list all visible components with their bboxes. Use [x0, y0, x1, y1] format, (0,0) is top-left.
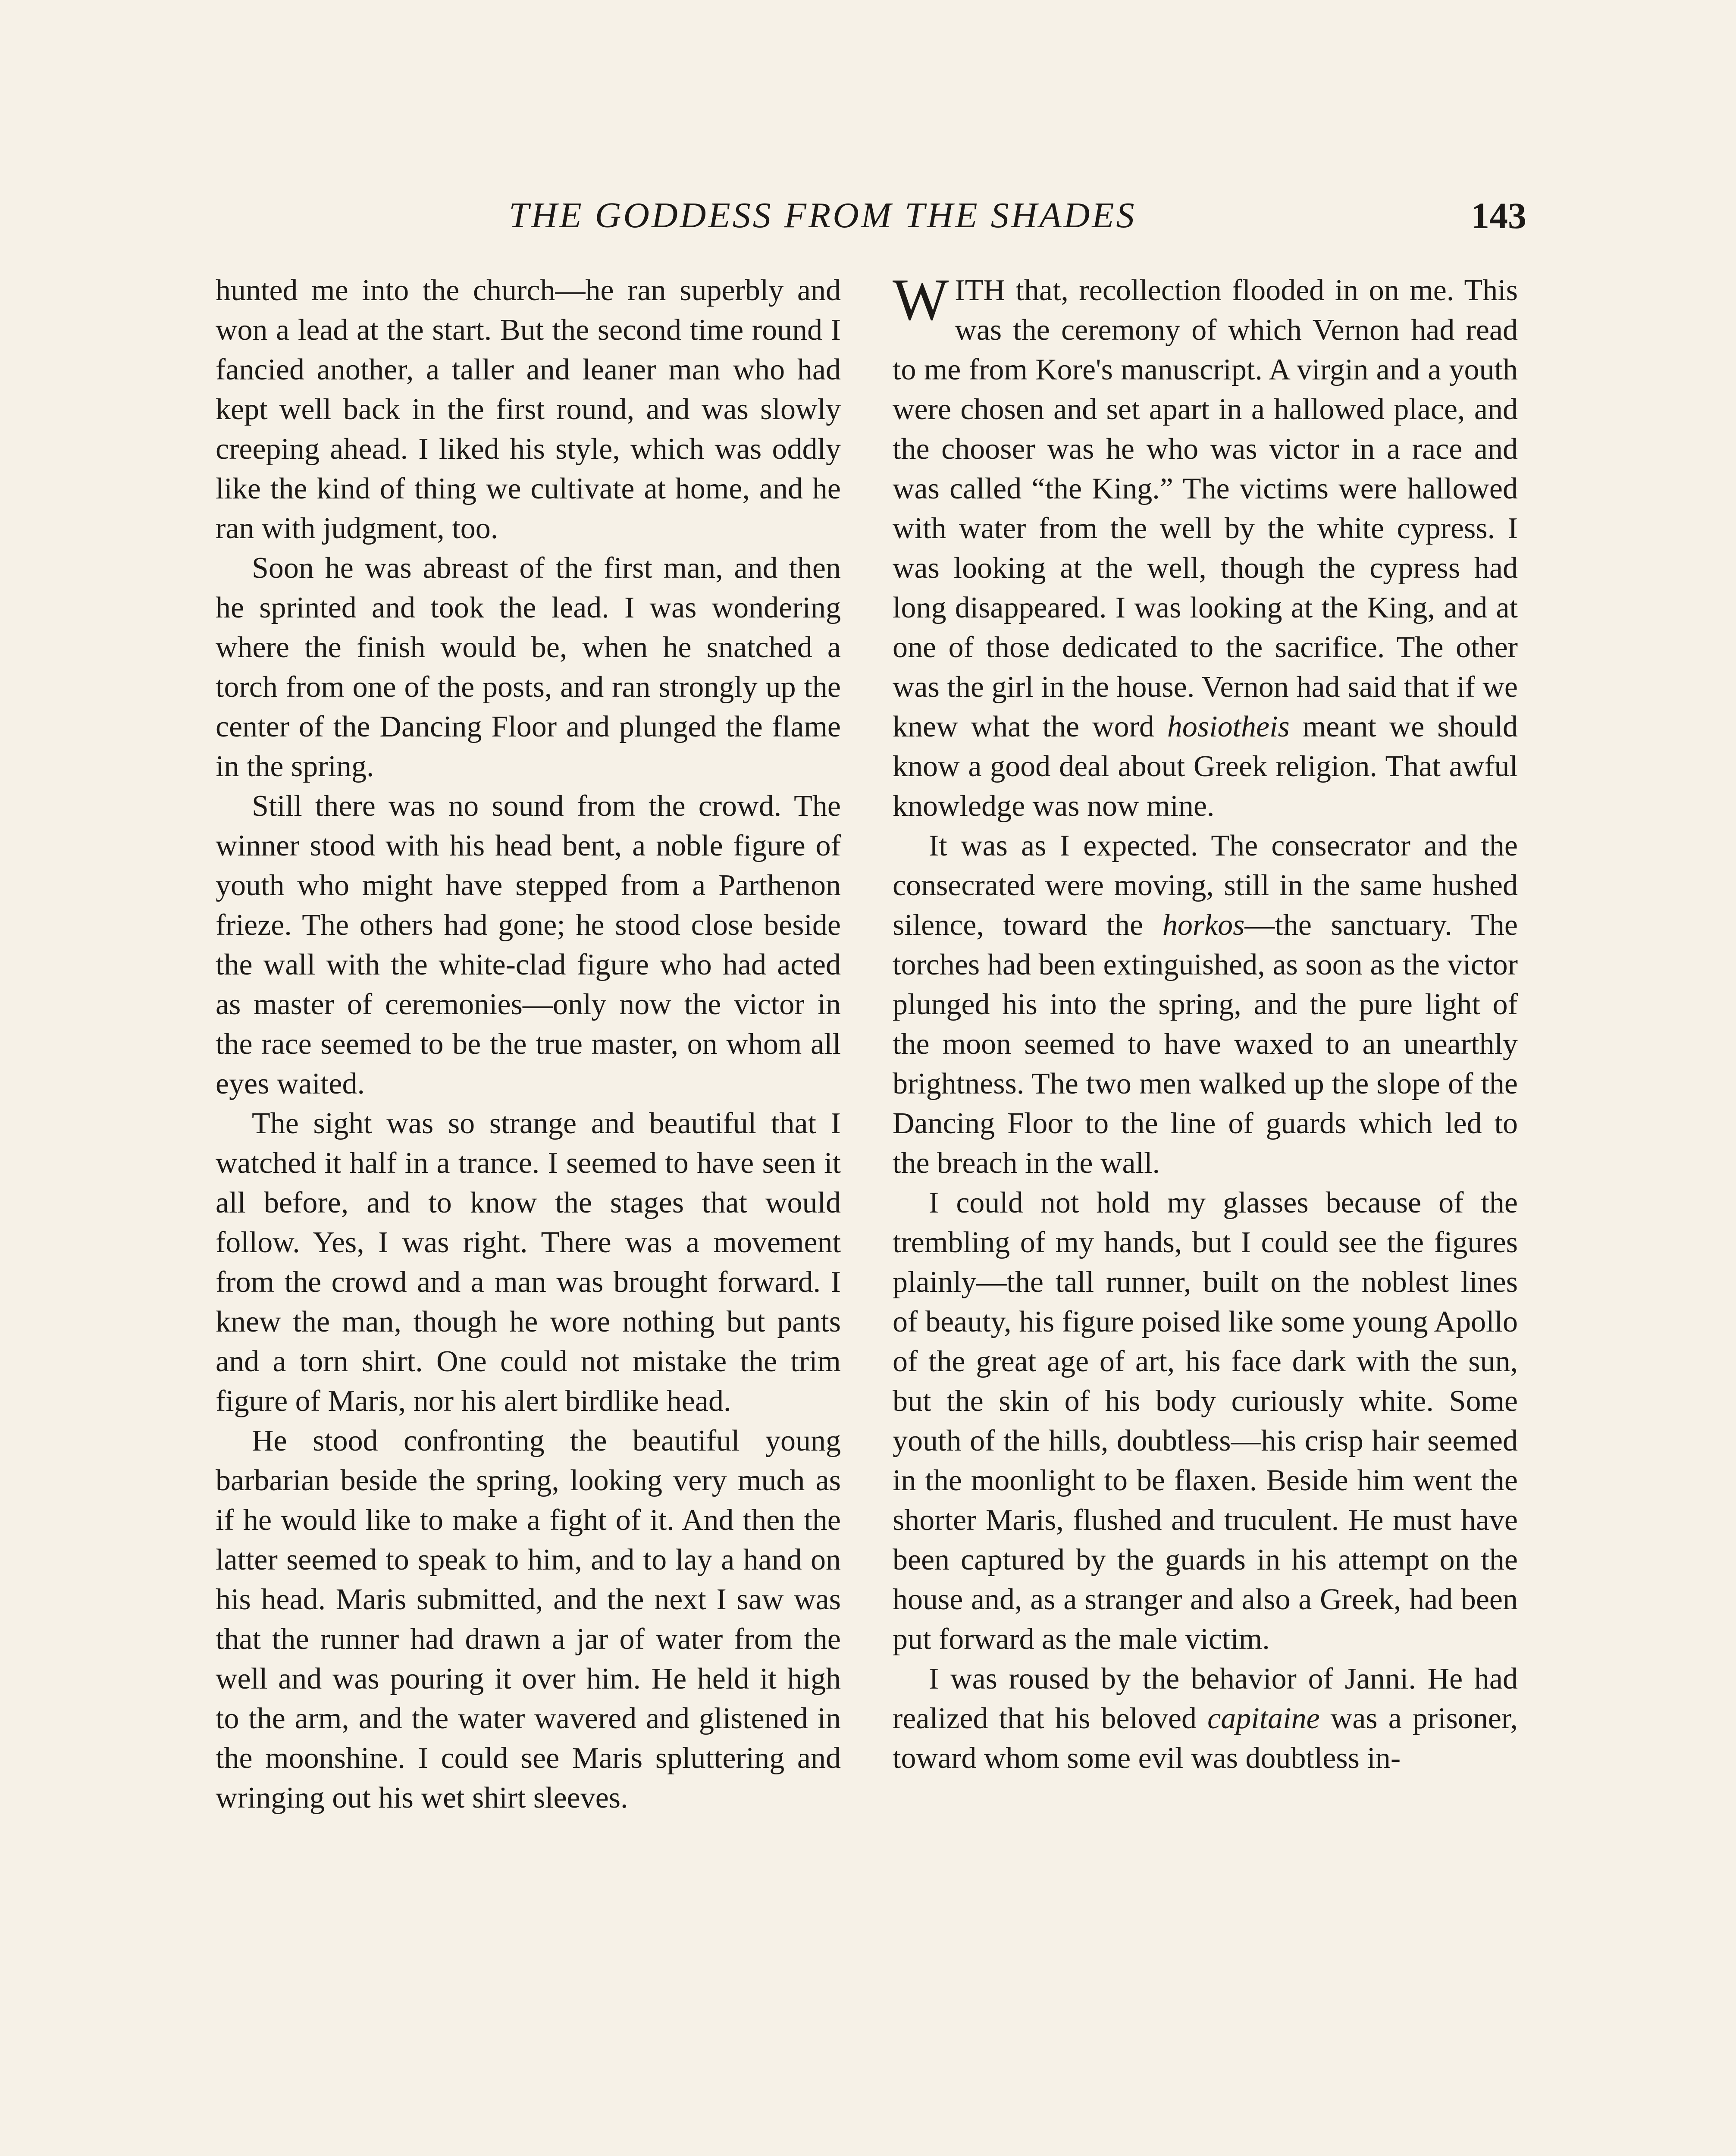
paragraph-text: meant we should know a good deal about Greek religion. That awful knowledge was now mine.	[893, 710, 1518, 823]
paragraph: Still there was no sound from the crowd. The winner stood with his head bent, a noble figure of youth who might have stepped from a Parthenon frieze. The others had gone; he stood close beside the wall with the white-clad figure who had acted as master of ceremonies—only now the victor in the race seemed to be the true master, on whom all eyes waited.	[216, 790, 841, 1100]
paragraph-text: —the sanctuary. The torches had been extinguished, as soon as the victor plunged his into the spring, and the pure light of the moon seemed to have waxed to an unearthly brightness. The two men walked up the slope of the Dancing Floor to the line of guards which led to the breach in the wall.	[893, 909, 1518, 1180]
paragraph: hunted me into the church—he ran superbly and won a lead at the start. But the second time round I fancied another, a taller and leaner man who had kept well back in the first round, and was slowly creeping ahead. I liked his style, which was oddly like the kind of thing we cultivate at home, and he ran with judgment, too.	[216, 274, 841, 545]
paragraph-text: ITH that, recollection flooded in on me. This was the ceremony of which Vernon had read to me from Kore's manuscript. A virgin and a youth were chosen and set apart in a hallowed place, and the chooser was he who was victor in a race and was called “the King.” The victims were hallowed with water from the well by the white cypress. I was looking at the well, though the cypress had long disappeared. I was looking at the King, and at one of those dedicated to the sacrifice. The other was the girl in the house. Vernon had said that if we knew what the word	[893, 274, 1518, 743]
page-number: 143	[1471, 195, 1526, 236]
paragraph: I could not hold my glasses because of the trembling of my hands, but I could see the figures plainly—the tall runner, built on the noblest lines of beauty, his figure poised like some young Apollo of the great age of art, his face dark with the sun, but the skin of his body curiously white. Some youth of the hills, doubtless—his crisp hair seemed in the moonlight to be flaxen. Beside him went the shorter Maris, flushed and truculent. He must have been captured by the guards in his attempt on the house and, as a stranger and also a Greek, had been put forward as the male victim.	[893, 1186, 1518, 1656]
paragraph-text: It was as I expected. The consecrator and the consecrated were moving, still in the same hushed silence, toward the	[893, 829, 1518, 942]
paragraph-text: I was roused by the behavior of Janni. He had realized that his beloved	[893, 1662, 1518, 1735]
italic-term: hosiotheis	[1167, 710, 1290, 743]
italic-term: capitaine	[1207, 1702, 1320, 1735]
right-column	[893, 266, 1518, 1778]
running-title: THE GODDESS FROM THE SHADES	[509, 195, 1137, 235]
paragraph	[893, 826, 1518, 1183]
left-column	[216, 271, 841, 1818]
paragraph	[893, 266, 1518, 826]
paragraph-text: was a prisoner, toward whom some evil was doubtless in-	[893, 1702, 1518, 1775]
drop-cap: W	[893, 266, 949, 332]
paragraph	[893, 1659, 1518, 1778]
paragraph: He stood confronting the beautiful young barbarian beside the spring, looking very much as if he would like to make a fight of it. And then the latter seemed to speak to him, and to lay a hand on his head. Maris submitted, and the next I saw was that the runner had drawn a jar of water from the well and was pouring it over him. He held it high to the arm, and the water wavered and glistened in the moonshine. I could see Maris spluttering and wringing out his wet shirt sleeves.	[216, 1424, 841, 1814]
page-header	[216, 190, 1526, 241]
paragraph: The sight was so strange and beautiful that I watched it half in a trance. I seemed to have seen it all before, and to know the stages that would follow. Yes, I was right. There was a movement from the crowd and a man was brought forward. I knew the man, though he wore nothing but pants and a torn shirt. One could not mistake the trim figure of Maris, nor his alert birdlike head.	[216, 1107, 841, 1418]
italic-term: horkos	[1162, 909, 1245, 942]
paragraph: Soon he was abreast of the first man, and then he sprinted and took the lead. I was wondering where the finish would be, when he snatched a torch from one of the posts, and ran strongly up the center of the Dancing Floor and plunged the flame in the spring.	[216, 552, 841, 783]
